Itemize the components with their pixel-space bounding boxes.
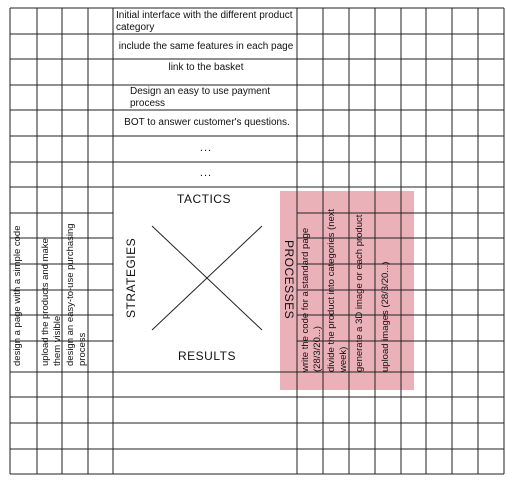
results-heading: RESULTS (178, 349, 236, 363)
strategy-item: design an easy-to-use purchasing process (65, 223, 88, 366)
strategy-item: upload the products and make them visible (40, 238, 63, 366)
tactic-item: link to the basket (168, 62, 244, 73)
tactics-heading: TACTICS (177, 192, 231, 206)
process-item: write the code for a standard page (28/3/20...) (300, 227, 323, 372)
tactic-item: BOT to answer customer's questions. (124, 117, 290, 128)
tactic-item-placeholder: ... (199, 142, 213, 154)
process-item: divide the product into categories (next week) (326, 208, 349, 372)
tactic-item: Design an easy to use payment process (130, 86, 271, 109)
process-item: upload images (28/3/20...) (380, 261, 391, 372)
strategy-item: design a page with a simple code (12, 225, 23, 366)
tactic-item: Initial interface with the different product category (116, 10, 293, 33)
tactic-item-placeholder: ... (199, 167, 213, 179)
strategies-heading: STRATEGIES (124, 237, 138, 318)
processes-heading: PROCESSES (282, 240, 296, 320)
tactic-item: include the same features in each page (118, 41, 294, 52)
process-item: generate a 3D image or each product (354, 214, 365, 372)
